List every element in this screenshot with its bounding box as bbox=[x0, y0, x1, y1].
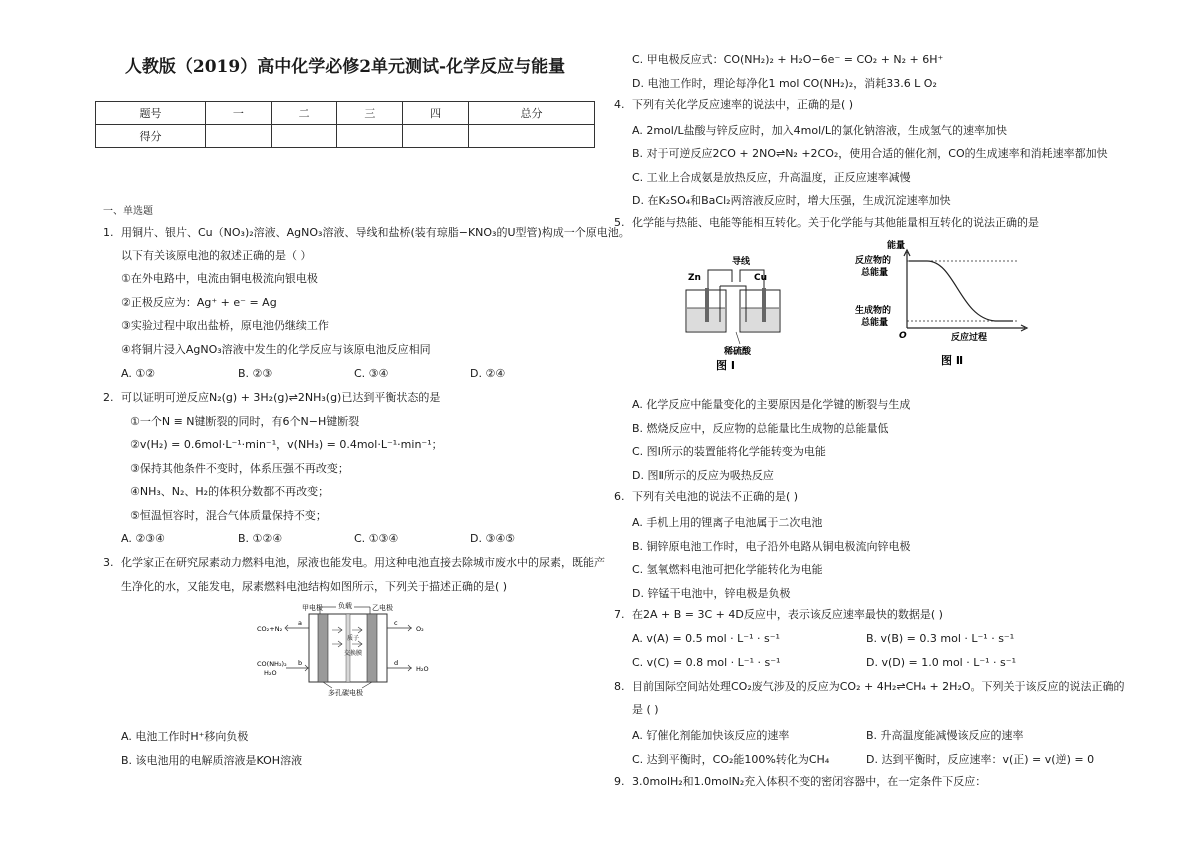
question-number: 7. bbox=[614, 608, 625, 621]
table-cell: 题号 bbox=[96, 102, 206, 125]
option-c[interactable]: C. 甲电极反应式：CO(NH₂)₂ + H₂O−6e⁻ = CO₂ + N₂ + 6H⁺ bbox=[632, 53, 944, 66]
gas-label: H₂O bbox=[264, 669, 277, 677]
option-b[interactable]: B. 燃烧反应中，反应物的总能量比生成物的总能量低 bbox=[632, 422, 889, 435]
option-c[interactable]: C. 氢氧燃料电池可把化学能转化为电能 bbox=[632, 563, 823, 576]
question-number: 1. bbox=[103, 226, 114, 239]
level-label: 生成物的 bbox=[855, 306, 892, 316]
option-c[interactable]: C. 达到平衡时，CO₂能100%转化为CH₄ bbox=[632, 753, 830, 766]
gas-label: CO(NH₂)₂ bbox=[257, 660, 287, 668]
table-cell: 总分 bbox=[468, 102, 594, 125]
option-d[interactable]: D. ③④⑤ bbox=[470, 532, 516, 545]
score-input-cell[interactable] bbox=[271, 125, 337, 148]
option-b[interactable]: B. 铜锌原电池工作时，电子沿外电路从铜电极流向锌电极 bbox=[632, 540, 911, 553]
question-number: 9. bbox=[614, 775, 625, 788]
option-a[interactable]: A. v(A) = 0.5 mol · L⁻¹ · s⁻¹ bbox=[632, 632, 780, 645]
electrode-label: 多孔碳电极 bbox=[328, 689, 363, 697]
question-number: 8. bbox=[614, 680, 625, 693]
question-stem: 化学能与热能、电能等能相互转化。关于化学能与其他能量相互转化的说法正确的是 bbox=[632, 216, 1039, 229]
score-input-cell[interactable] bbox=[468, 125, 594, 148]
table-cell: 得分 bbox=[96, 125, 206, 148]
option-a[interactable]: A. ①② bbox=[121, 367, 156, 380]
page-title: 人教版（2019）高中化学必修2单元测试-化学反应与能量 bbox=[124, 57, 566, 77]
question-stem: 3.0molH₂和1.0molN₂充入体积不变的密闭容器中，在一定条件下反应： bbox=[632, 775, 987, 788]
statement: ④将铜片浸入AgNO₃溶液中发生的化学反应与该原电池反应相同 bbox=[121, 343, 431, 356]
axis-label: 能量 bbox=[887, 241, 906, 251]
option-c[interactable]: C. ③④ bbox=[354, 367, 389, 380]
question-stem: 是 ( ) bbox=[632, 703, 659, 716]
level-label: 总能量 bbox=[861, 268, 889, 278]
option-d[interactable]: D. 在K₂SO₄和BaCl₂两溶液反应时，增大压强，生成沉淀速率加快 bbox=[632, 194, 951, 207]
statement: ④NH₃、N₂、H₂的体积分数都不再改变； bbox=[130, 485, 330, 498]
axis-label: 反应过程 bbox=[951, 333, 988, 343]
question-number: 6. bbox=[614, 490, 625, 503]
energy-diagram-figure bbox=[855, 238, 1035, 373]
level-label: 总能量 bbox=[861, 318, 889, 328]
score-input-cell[interactable] bbox=[403, 125, 469, 148]
option-c[interactable]: C. 工业上合成氨是放热反应，升高温度，正反应速率减慢 bbox=[632, 171, 911, 184]
question-stem: 下列有关化学反应速率的说法中，正确的是( ) bbox=[632, 98, 854, 111]
membrane-label: 质子 bbox=[347, 635, 360, 642]
question-number: 2. bbox=[103, 391, 114, 404]
question-number: 4. bbox=[614, 98, 625, 111]
gas-label: O₂ bbox=[416, 625, 424, 633]
fuel-cell-diagram bbox=[254, 600, 434, 698]
statement: ①一个N ≡ N键断裂的同时，有6个N−H键断裂 bbox=[130, 415, 360, 428]
electrode-label: Zn bbox=[688, 273, 701, 283]
question-stem: 以下有关该原电池的叙述正确的是（ ） bbox=[121, 249, 312, 262]
option-c[interactable]: C. v(C) = 0.8 mol · L⁻¹ · s⁻¹ bbox=[632, 656, 781, 669]
option-b[interactable]: B. 该电池用的电解质溶液是KOH溶液 bbox=[121, 754, 303, 767]
option-d[interactable]: D. 图Ⅱ所示的反应为吸热反应 bbox=[632, 469, 774, 482]
electrode-label: 乙电极 bbox=[372, 604, 393, 612]
electrode-label: Cu bbox=[754, 273, 768, 283]
question-stem: 化学家正在研究尿素动力燃料电池，尿液也能发电。用这种电池直接去除城市废水中的尿素，既能产 bbox=[121, 556, 605, 569]
table-cell: 二 bbox=[271, 102, 337, 125]
statement: ②正极反应为：Ag⁺ + e⁻ = Ag bbox=[121, 296, 277, 309]
option-d[interactable]: D. 达到平衡时，反应速率：v(正) = v(逆) = 0 bbox=[866, 753, 1095, 766]
option-d[interactable]: D. v(D) = 1.0 mol · L⁻¹ · s⁻¹ bbox=[866, 656, 1016, 669]
option-b[interactable]: B. v(B) = 0.3 mol · L⁻¹ · s⁻¹ bbox=[866, 632, 1015, 645]
statement: ③实验过程中取出盐桥，原电池仍继续工作 bbox=[121, 319, 329, 332]
score-table bbox=[95, 101, 595, 148]
electrode-label: 甲电极 bbox=[302, 604, 323, 612]
option-a[interactable]: A. ②③④ bbox=[121, 532, 165, 545]
option-b[interactable]: B. 升高温度能减慢该反应的速率 bbox=[866, 729, 1024, 742]
galvanic-cell-figure bbox=[680, 252, 790, 372]
question-stem: 在2A + B = 3C + 4D反应中，表示该反应速率最快的数据是( ) bbox=[632, 608, 943, 621]
option-a[interactable]: A. 电池工作时H⁺移向负极 bbox=[121, 730, 249, 743]
question-stem: 用铜片、银片、Cu（NO₃)₂溶液、AgNO₃溶液、导线和盐桥(装有琼脂−KNO₃的U型管)构成一个原电池。 bbox=[121, 226, 630, 239]
option-b[interactable]: B. ②③ bbox=[238, 367, 273, 380]
section-heading: 一、单选题 bbox=[103, 206, 153, 217]
option-d[interactable]: D. 锌锰干电池中，锌电极是负极 bbox=[632, 587, 791, 600]
port-label: b bbox=[298, 659, 303, 667]
question-stem: 目前国际空间站处理CO₂废气涉及的反应为CO₂ + 4H₂⇌CH₄ + 2H₂O。下列关于该反应的说法正确的 bbox=[632, 680, 1125, 693]
port-label: c bbox=[394, 619, 398, 627]
option-d[interactable]: D. ②④ bbox=[470, 367, 506, 380]
statement: ⑤恒温恒容时，混合气体质量保持不变； bbox=[130, 509, 327, 522]
table-cell: 四 bbox=[403, 102, 469, 125]
option-b[interactable]: B. ①②④ bbox=[238, 532, 283, 545]
score-input-cell[interactable] bbox=[206, 125, 272, 148]
question-stem: 下列有关电池的说法不正确的是( ) bbox=[632, 490, 799, 503]
score-input-cell[interactable] bbox=[337, 125, 403, 148]
option-a[interactable]: A. 2mol/L盐酸与锌反应时，加入4mol/L的氯化钠溶液，生成氢气的速率加快 bbox=[632, 124, 1007, 137]
option-a[interactable]: A. 化学反应中能量变化的主要原因是化学键的断裂与生成 bbox=[632, 398, 911, 411]
option-d[interactable]: D. 电池工作时，理论每净化1 mol CO(NH₂)₂，消耗33.6 L O₂ bbox=[632, 77, 937, 90]
statement: ②v(H₂) = 0.6mol·L⁻¹·min⁻¹，v(NH₃) = 0.4mol·L⁻¹·min⁻¹； bbox=[130, 438, 443, 451]
score-table-score-row bbox=[96, 125, 595, 148]
solution-label: 稀硫酸 bbox=[724, 347, 752, 357]
option-a[interactable]: A. 钌催化剂能加快该反应的速率 bbox=[632, 729, 790, 742]
question-number: 5. bbox=[614, 216, 625, 229]
gas-label: H₂O bbox=[416, 665, 429, 673]
table-cell: 三 bbox=[337, 102, 403, 125]
port-label: a bbox=[298, 619, 302, 627]
question-stem: 生净化的水，又能发电，尿素燃料电池结构如图所示，下列关于描述正确的是( ) bbox=[121, 580, 508, 593]
membrane-label: 交换膜 bbox=[344, 650, 363, 657]
load-label: 负载 bbox=[338, 602, 352, 610]
option-c[interactable]: C. 图Ⅰ所示的装置能将化学能转变为电能 bbox=[632, 445, 826, 458]
figure-caption: 图 Ⅱ bbox=[941, 354, 964, 367]
option-b[interactable]: B. 对于可逆反应2CO + 2NO⇌N₂ +2CO₂，使用合适的催化剂，CO的生成速率和消耗速率都加快 bbox=[632, 147, 1108, 160]
score-table-header-row bbox=[96, 102, 595, 125]
statement: ①在外电路中，电流由铜电极流向银电极 bbox=[121, 272, 318, 285]
question-stem: 可以证明可逆反应N₂(g) + 3H₂(g)⇌2NH₃(g)已达到平衡状态的是 bbox=[121, 391, 441, 404]
option-c[interactable]: C. ①③④ bbox=[354, 532, 399, 545]
level-label: 反应物的 bbox=[855, 256, 892, 266]
gas-label: CO₂+N₂ bbox=[257, 625, 283, 633]
statement: ③保持其他条件不变时，体系压强不再改变； bbox=[130, 462, 349, 475]
origin-label: O bbox=[899, 331, 907, 341]
wire-label: 导线 bbox=[732, 257, 751, 267]
port-label: d bbox=[394, 659, 399, 667]
option-a[interactable]: A. 手机上用的锂离子电池属于二次电池 bbox=[632, 516, 823, 529]
figure-caption: 图 Ⅰ bbox=[716, 359, 735, 372]
table-cell: 一 bbox=[206, 102, 272, 125]
question-number: 3. bbox=[103, 556, 114, 569]
